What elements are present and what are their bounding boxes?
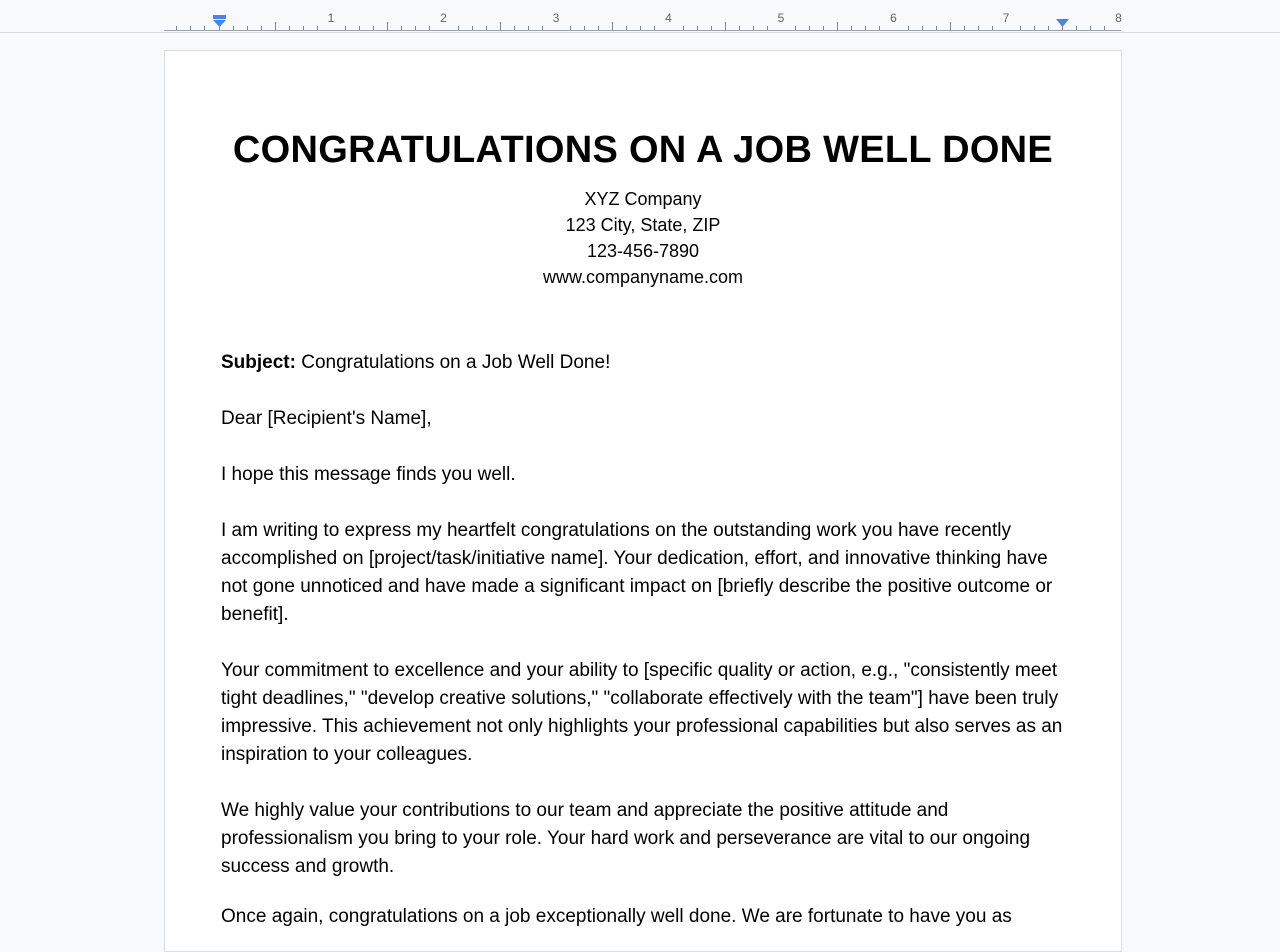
ruler-tick [936, 26, 937, 30]
ruler-tick [879, 26, 880, 30]
ruler-tick [584, 26, 585, 30]
ruler-tick [415, 26, 416, 30]
ruler-tick [922, 26, 923, 30]
ruler-tick [247, 26, 248, 30]
ruler-tick [176, 26, 177, 30]
ruler-tick [303, 26, 304, 30]
ruler-tick [767, 26, 768, 30]
ruler-tick [612, 22, 613, 30]
ruler-tick [500, 22, 501, 30]
ruler-tick [429, 26, 430, 30]
paragraph: I am writing to express my heartfelt congratulations on the outstanding work you have recently accomplished on [project/task/initiative name]. Your dedication, effort, and innovative thinking have not gone unnoticed and have made a significant impact on [briefly describe the positive outcome or benefit]. [221, 520, 1053, 625]
ruler-tick [1020, 26, 1021, 30]
ruler-tick [204, 26, 205, 30]
ruler-tick [725, 22, 726, 30]
ruler-tick [345, 26, 346, 30]
ruler-label: 4 [665, 11, 672, 25]
subject-label: Subject: [221, 352, 296, 373]
left-indent-marker[interactable] [213, 15, 226, 27]
ruler-tick [261, 26, 262, 30]
ruler-tick [823, 26, 824, 30]
ruler-tick [359, 26, 360, 30]
ruler-label: 8 [1115, 11, 1122, 25]
ruler-tick [1104, 26, 1105, 30]
ruler-tick [598, 26, 599, 30]
ruler-tick [219, 22, 220, 30]
ruler-label: 1 [327, 11, 335, 25]
ruler-tick [837, 22, 838, 30]
ruler-tick [1062, 22, 1063, 30]
paragraph: Once again, congratulations on a job exceptionally well done. We are fortunate to have you as [221, 906, 1012, 927]
ruler-tick [992, 26, 993, 30]
ruler-tick [472, 26, 473, 30]
ruler-tick [950, 22, 951, 30]
ruler-label: 6 [890, 11, 897, 25]
ruler-tick [640, 26, 641, 30]
ruler-tick [711, 26, 712, 30]
ruler-tick [809, 26, 810, 30]
ruler-tick [739, 26, 740, 30]
ruler-tick [233, 26, 234, 30]
ruler-tick [570, 26, 571, 30]
company-phone: 123-456-7890 [586, 241, 700, 261]
paragraph: I hope this message finds you well. [221, 464, 516, 485]
subject-line [221, 349, 1071, 377]
ruler-baseline [164, 30, 1121, 31]
ruler-tick [851, 26, 852, 30]
ruler-tick [753, 26, 754, 30]
subject-text: Congratulations on a Job Well Done! [295, 352, 611, 373]
ruler-tick [458, 26, 459, 30]
ruler-label: 5 [777, 11, 785, 25]
ruler-tick [401, 26, 402, 30]
ruler-tick [964, 26, 965, 30]
company-website: www.companyname.com [542, 267, 744, 287]
ruler-tick [908, 26, 909, 30]
ruler-tick [190, 26, 191, 30]
ruler-tick [1076, 26, 1077, 30]
ruler-tick [978, 26, 979, 30]
company-name: XYZ Company [584, 189, 702, 209]
ruler-tick [865, 26, 866, 30]
ruler-tick [528, 26, 529, 30]
ruler-tick [317, 26, 318, 30]
ruler-label: 2 [440, 11, 447, 25]
horizontal-ruler[interactable] [0, 0, 1280, 33]
ruler-tick [1034, 26, 1035, 30]
ruler-label: 3 [552, 11, 560, 25]
document-title: CONGRATULATIONS ON A JOB WELL DONE [232, 129, 1054, 171]
ruler-tick [626, 26, 627, 30]
ruler-label: 7 [1002, 11, 1010, 25]
paragraph: We highly value your contributions to our team and appreciate the positive attitude and professionalism you bring to your role. Your hard work and perseverance are vital to our ongoing success and growth. [221, 800, 1031, 877]
ruler-tick [514, 26, 515, 30]
paragraph: Your commitment to excellence and your ability to [specific quality or action, e.g., "consistently meet tight deadlines," "develop creative solutions," "collaborate effectively with the team"] have been truly impressive. This achievement not only highlights your professional capabilities but also serves as an inspiration to your colleagues. [221, 660, 1063, 765]
company-address: 123 City, State, ZIP [565, 215, 721, 235]
ruler-tick [1090, 26, 1091, 30]
ruler-tick [486, 26, 487, 30]
ruler-tick [542, 26, 543, 30]
ruler-tick [697, 26, 698, 30]
ruler-tick [387, 22, 388, 30]
document-page[interactable] [164, 50, 1122, 952]
ruler-tick [795, 26, 796, 30]
ruler-tick [289, 26, 290, 30]
ruler-tick [683, 26, 684, 30]
salutation: Dear [Recipient's Name], [221, 408, 432, 429]
ruler-tick [1048, 26, 1049, 30]
ruler-tick [654, 26, 655, 30]
ruler-tick [373, 26, 374, 30]
ruler-tick [275, 22, 276, 30]
